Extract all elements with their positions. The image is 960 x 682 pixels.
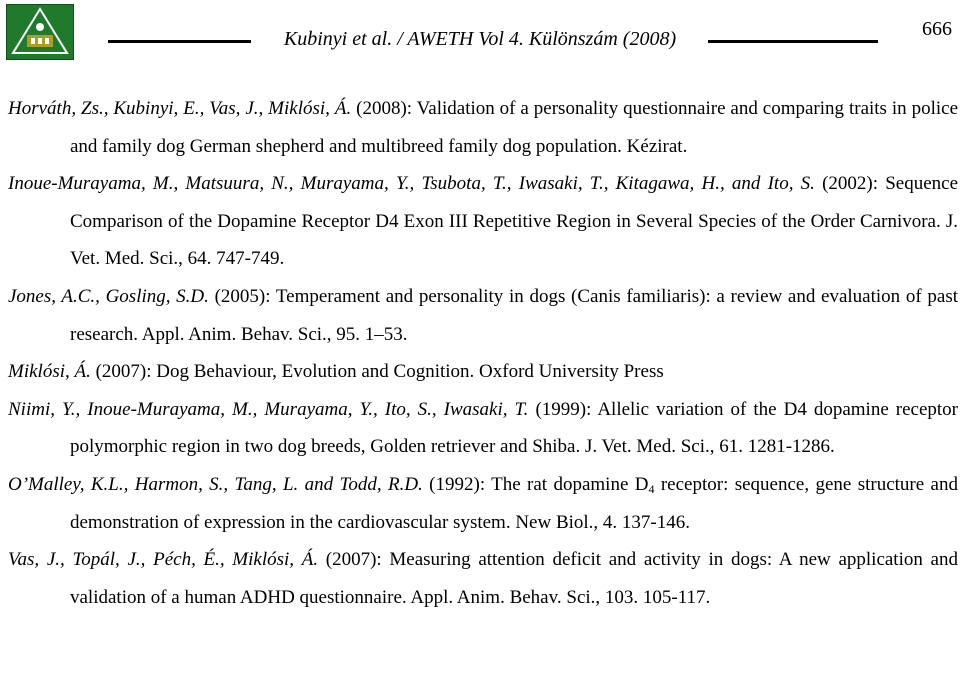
reference-item (8, 541, 958, 616)
reference-authors: Niimi, Y., Inoue-Murayama, M., Murayama, Y., Ito, S., Iwasaki, T. (8, 398, 529, 420)
reference-text: (1992): The rat dopamine D (422, 473, 649, 495)
header-rule-right (708, 40, 878, 43)
reference-text: (2007): Measuring attention deficit and activity in dogs: A new application and validation of a human ADHD questionnaire. Appl. Anim. Behav. Sci., 103. 105-117. (70, 549, 958, 608)
reference-item (8, 391, 958, 466)
reference-item (8, 165, 958, 278)
reference-item (8, 278, 958, 353)
header-rule-left (108, 40, 251, 43)
reference-authors: O’Malley, K.L., Harmon, S., Tang, L. and Todd, R.D. (8, 473, 423, 495)
reference-text: (2008): Validation of a personality questionnaire and comparing traits in police and family dog German shepherd and multibreed family dog population. Kézirat. (70, 98, 959, 157)
page-header (0, 0, 960, 64)
reference-text: (2007): Dog Behaviour, Evolution and Cognition. Oxford University Press (90, 361, 664, 383)
reference-item (8, 466, 958, 541)
reference-text: (2002): Sequence Comparison of the Dopamine Receptor D4 Exon III Repetitive Region in Several Species of the Order Carnivora. J. Vet. Med. Sci., 64. 747-749. (70, 173, 959, 270)
reference-authors: Miklósi, Á. (8, 361, 91, 383)
page-number: 666 (922, 18, 952, 40)
reference-authors: Inoue-Murayama, M., Matsuura, N., Murayama, Y., Tsubota, T., Iwasaki, T., Kitagawa, H., and Ito, S. (8, 173, 815, 195)
reference-authors: Horváth, Zs., Kubinyi, E., Vas, J., Miklósi, Á. (8, 98, 352, 119)
reference-subscript: 4 (648, 481, 655, 496)
reference-item (8, 353, 958, 391)
reference-text: (1999): Allelic variation of the D4 dopamine receptor polymorphic region in two dog breeds, Golden retriever and Shiba. J. Vet. Med. Sci., 61. 1281-1286. (70, 398, 958, 458)
reference-authors: Vas, J., Topál, J., Péch, É., Miklósi, Á. (8, 549, 319, 571)
reference-text: receptor: sequence, gene structure and demonstration of expression in the cardiovascular system. New Biol., 4. 137-146. (70, 473, 958, 533)
reference-text: (2005): Temperament and personality in dogs (Canis familiaris): a review and evaluation of past research. Appl. Anim. Behav. Sci., 95. 1–53. (70, 285, 958, 345)
reference-authors: Jones, A.C., Gosling, S.D. (8, 285, 209, 307)
reference-list (8, 90, 958, 616)
aweth-logo-icon (6, 4, 74, 60)
reference-item (8, 90, 958, 165)
journal-title: Kubinyi et al. / AWETH Vol 4. Különszám (2008) (283, 28, 677, 50)
